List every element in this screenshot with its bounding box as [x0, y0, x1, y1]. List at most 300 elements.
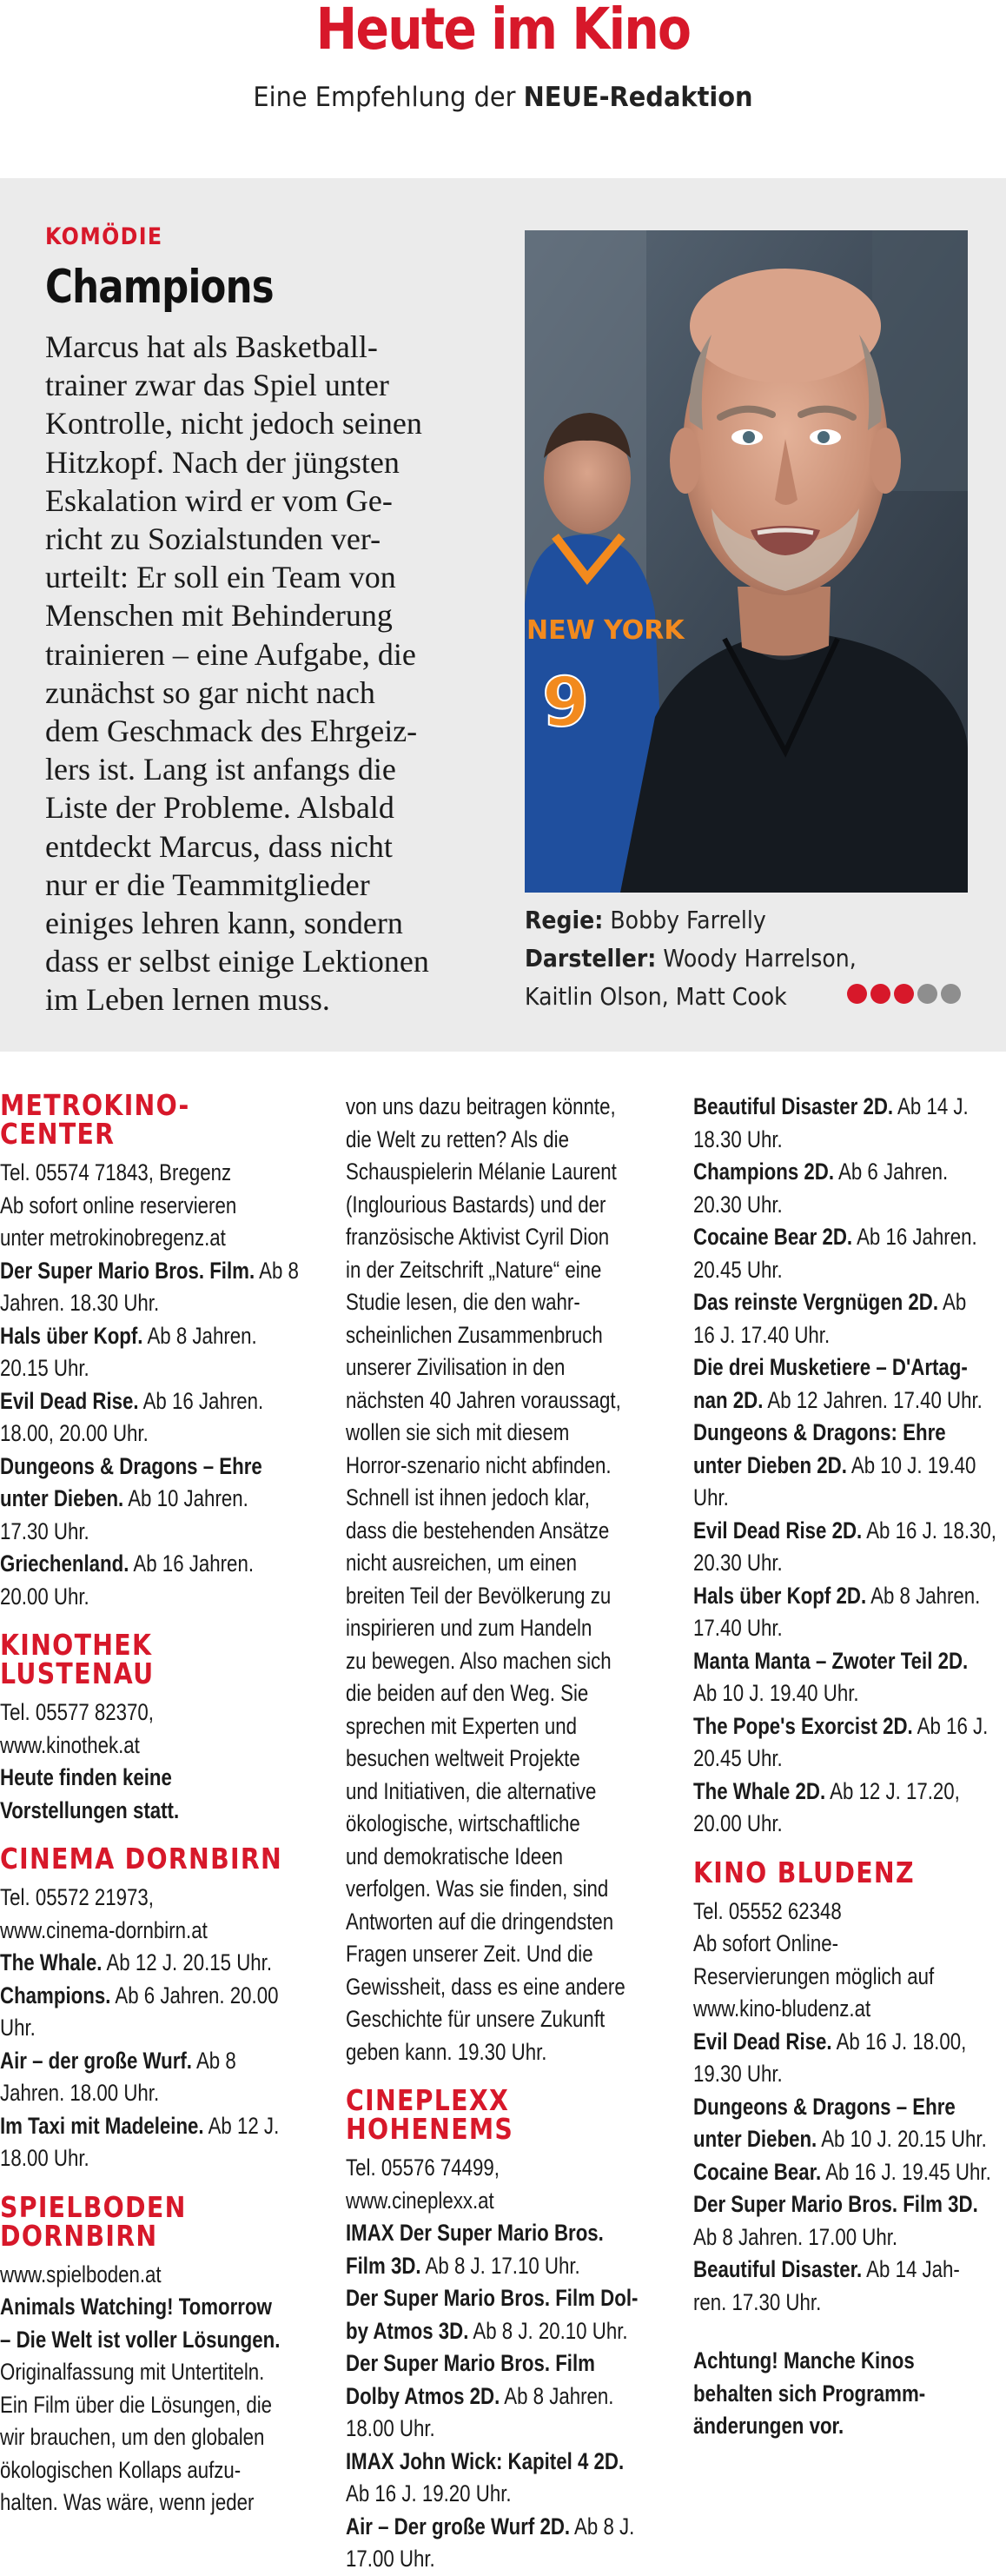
listing-text: Ab 16 J. [912, 1712, 989, 1739]
listing-line [346, 1189, 623, 1222]
listing-line [346, 1580, 623, 1613]
synopsis-line: zunächst so gar nicht nach [45, 674, 375, 710]
listing-text: nicht ausreichen, um einen [346, 1550, 578, 1576]
listing-line [0, 1548, 270, 1581]
listing-line [346, 1124, 623, 1157]
film-name: behalten sich Programm- [693, 2380, 926, 2407]
listing-line [0, 1915, 270, 1948]
listing-text: Ab 14 J. [893, 1093, 969, 1119]
listing-text: Ab 8 J. 20.10 Uhr. [468, 2317, 628, 2344]
listing-line [346, 2152, 623, 2185]
listing-text: Horror-szenario nicht abfinden. [346, 1451, 612, 1478]
film-name: Animals Watching! Tomorrow [0, 2294, 272, 2320]
listing-line [0, 1730, 270, 1763]
listing-text: die beiden auf den Weg. Sie [346, 1680, 589, 1706]
listing-text: geben kann. 19.30 Uhr. [346, 2038, 547, 2065]
listing-line [346, 2511, 635, 2544]
listing-line [693, 1417, 956, 1450]
listing-text: Ab 12 J. 17.20, [825, 1777, 960, 1804]
listing-line [693, 1928, 956, 1961]
film-name: Cocaine Bear. [693, 2158, 822, 2185]
film-name: Evil Dead Rise. [0, 1387, 139, 1414]
listing-line [346, 2185, 623, 2218]
listing-line [693, 2378, 956, 2411]
listing-text: Originalfassung mit Untertiteln. [0, 2359, 265, 2385]
listing-line [0, 1352, 270, 1385]
listing-text: 20.45 Uhr. [693, 1256, 783, 1283]
page-subtitle [36, 82, 971, 113]
film-name: The Pope's Exorcist 2D. [693, 1712, 913, 1739]
listing-text: Ab 12 Jahren. 17.40 Uhr. [763, 1386, 983, 1413]
film-name: Vorstellungen statt. [0, 1796, 180, 1823]
film-name: IMAX Der Super Mario Bros. [346, 2220, 604, 2246]
listing-text: 20.30 Uhr. [693, 1550, 783, 1576]
listing-text: www.kinothek.at [0, 1731, 140, 1758]
listing-line [0, 2259, 270, 2292]
cinema-heading: LUSTENAU [0, 1656, 155, 1690]
listing-text: Uhr. [693, 1484, 729, 1510]
listing-column-3 [693, 1091, 1006, 2443]
listing-text: Ab 8 Jahren. [500, 2382, 614, 2409]
listing-text: Ab 14 Jah- [862, 2256, 960, 2282]
listing-line [0, 2291, 270, 2324]
listing-text: Ab 8 J. [570, 2513, 635, 2539]
listing-line [0, 1762, 270, 1795]
film-name: Im Taxi mit Madeleine. [0, 2112, 204, 2139]
listing-line [346, 1156, 623, 1189]
listing-line [693, 1515, 996, 1548]
listing-line [0, 1483, 270, 1516]
listing-text: Ab 8 Jahren. 17.00 Uhr. [693, 2223, 898, 2250]
synopsis-line: dem Geschmack des Ehrgeiz- [45, 714, 418, 749]
listing-text: Gewissheit, dass es eine andere [346, 1973, 625, 2000]
listing-line [346, 1743, 623, 1776]
listing-text: Ab 16 J. 19.45 Uhr. [821, 2158, 991, 2185]
listing-line [0, 1320, 270, 1353]
cast-label: Darsteller: [525, 944, 657, 973]
film-name: The Whale. [0, 1949, 103, 1975]
film-name: IMAX John Wick: Kapitel 4 2D. [346, 2447, 625, 2474]
jersey-text: NEW YORK [526, 615, 685, 646]
listing-line [0, 1696, 270, 1730]
listing-line [346, 1482, 623, 1515]
listing-line [346, 1319, 623, 1352]
listing-line [346, 1938, 623, 1971]
listing-text: 17.00 Uhr. [346, 2546, 435, 2572]
listing-line [693, 1743, 956, 1776]
listing-text: Reservierungen möglich auf [693, 1962, 935, 1989]
director-name: Bobby Farrelly [610, 906, 766, 934]
listing-line [693, 2254, 960, 2287]
listing-line [346, 1971, 623, 2004]
cinema-heading: CINEMA DORNBIRN [0, 1842, 283, 1876]
listing-line [346, 1677, 623, 1710]
listing-line [693, 1645, 969, 1678]
feature-box [0, 178, 1006, 1052]
feature-synopsis [45, 328, 497, 1019]
film-name: Die drei Musketiere – D'Artag- [693, 1354, 968, 1380]
film-name: Dungeons & Dragons: Ehre [693, 1419, 946, 1445]
listing-text: Antworten auf die dringendsten [346, 1908, 614, 1935]
listing-text: halten. Was wäre, wenn jeder [0, 2489, 255, 2515]
listing-text: Ab 16 Jahren. [138, 1387, 264, 1414]
listing-line [346, 2250, 623, 2283]
listing-text: Ab 12 J. [203, 2112, 280, 2139]
cast-names-2: Kaitlin Olson, Matt Cook [525, 982, 787, 1011]
listing-text: unserer Zivilisation in den [346, 1354, 566, 1380]
listing-line [693, 1091, 969, 1124]
listing-line [693, 2345, 956, 2378]
listing-line [693, 1482, 956, 1515]
feature-film-title: Champions [45, 261, 274, 314]
synopsis-line: urteilt: Er soll ein Team von [45, 560, 396, 595]
listing-line [0, 1795, 270, 1828]
listing-line [346, 1384, 623, 1417]
listing-line [693, 1776, 960, 1809]
listing-line [693, 2026, 967, 2059]
film-name: The Whale 2D. [693, 1777, 826, 1804]
film-name: nan 2D. [693, 1386, 764, 1413]
listing-line [346, 1417, 623, 1450]
listing-text: Jahren. 18.00 Uhr. [0, 2080, 160, 2106]
film-name: Champions. [0, 1982, 111, 2008]
film-name: unter Dieben. [0, 1485, 124, 1511]
listing-line [0, 2421, 270, 2454]
listing-line [693, 1450, 976, 1483]
listing-line [346, 2413, 623, 2446]
film-name: Hals über Kopf. [0, 1322, 143, 1349]
listing-text: in der Zeitschrift „Nature“ eine [346, 1256, 602, 1283]
listing-line [346, 1645, 623, 1678]
film-still-photo [525, 230, 968, 893]
synopsis-line: einiges lehren kann, sondern [45, 906, 403, 941]
listing-line [693, 1895, 956, 1929]
listing-line [346, 1286, 623, 1319]
listing-text: Fragen unserer Zeit. Und die [346, 1941, 593, 1967]
listing-line [346, 1710, 623, 1743]
listing-text: Jahren. 18.30 Uhr. [0, 1290, 160, 1316]
listing-text: die Welt zu retten? Als die [346, 1125, 569, 1152]
film-name: Air – Der große Wurf 2D. [346, 2513, 571, 2539]
film-name: Air – der große Wurf. [0, 2047, 192, 2074]
film-name: Achtung! Manche Kinos [693, 2347, 915, 2374]
listing-text: breiten Teil der Bevölkerung zu [346, 1582, 612, 1609]
film-name: Hals über Kopf 2D. [693, 1582, 867, 1609]
listing-text: inspirieren und zum Handeln [346, 1615, 592, 1641]
listing-line [0, 2142, 270, 2175]
listing-line [0, 1980, 279, 2013]
listing-line [0, 1882, 270, 1915]
listing-text: Ab 8 Jahren. [866, 1582, 981, 1609]
listing-line [0, 2077, 270, 2110]
listing-text: unter metrokinobregenz.at [0, 1225, 226, 1251]
listing-line [693, 2091, 956, 2124]
listing-line [346, 2003, 623, 2036]
listing-line [346, 2036, 623, 2069]
page-header [0, 0, 1006, 174]
film-name: Das reinste Vergnügen 2D. [693, 1289, 939, 1315]
listing-line [693, 2287, 956, 2320]
synopsis-line: trainieren – eine Aufgabe, die [45, 636, 416, 672]
listing-line [693, 1319, 956, 1352]
listing-line [693, 1189, 956, 1222]
listing-text: Schnell ist ihnen jedoch klar, [346, 1484, 590, 1510]
rating-dot-empty [941, 984, 961, 1004]
listing-line [0, 1287, 270, 1320]
film-name: unter Dieben. [693, 2126, 817, 2152]
listing-text: besuchen weltweit Projekte [346, 1745, 580, 1771]
listing-text: und Initiativen, die alternative [346, 1777, 597, 1804]
film-name: Der Super Mario Bros. Film [346, 2350, 595, 2376]
synopsis-line: lers ist. Lang ist anfangs die [45, 752, 396, 787]
listing-line [0, 1417, 270, 1451]
listing-line [346, 2446, 623, 2479]
listing-line [693, 1156, 956, 1189]
listing-text: verfolgen. Was sie finden, sind [346, 1876, 609, 1902]
listing-line [0, 2012, 270, 2045]
listing-line [0, 1385, 270, 1418]
listing-line [346, 1873, 623, 1906]
film-name: Dungeons & Dragons – Ehre [0, 1452, 262, 1479]
listing-text: Ab 6 Jahren. [834, 1159, 949, 1185]
director-label: Regie: [525, 906, 604, 934]
film-name: Heute finden keine [0, 1764, 172, 1790]
listing-line [693, 1384, 983, 1417]
listing-text: wollen sie sich mit diesem [346, 1419, 570, 1445]
cinema-heading: CENTER [0, 1117, 116, 1151]
listing-line [346, 2347, 623, 2380]
listing-text: www.spielboden.at [0, 2261, 162, 2287]
listing-line [0, 1516, 270, 1549]
synopsis-line: entdeckt Marcus, dass nicht [45, 828, 393, 864]
synopsis-line: richt zu Sozialstunden ver- [45, 521, 381, 557]
film-name: änderungen vor. [693, 2413, 844, 2439]
film-name: Evil Dead Rise. [693, 2028, 832, 2055]
listing-text: dass die bestehenden Ansätze [346, 1517, 610, 1544]
listing-line [693, 1254, 956, 1287]
listing-line [0, 2486, 270, 2520]
listing-text: Ab 16 Jahren. [852, 1224, 977, 1250]
synopsis-line: trainer zwar das Spiel unter [45, 368, 389, 403]
listing-text: Ab 16 J. 18.30, [862, 1517, 996, 1544]
listing-text: 18.00 Uhr. [0, 2145, 89, 2171]
listing-line [693, 1677, 956, 1710]
listing-text: Tel. 05572 21973, [0, 1884, 155, 1910]
listing-line [346, 1254, 623, 1287]
listing-text: Ab 16 J. 19.20 Uhr. [346, 2480, 512, 2506]
listing-text: scheinlichen Zusammenbruch [346, 1321, 603, 1348]
listing-line [693, 1612, 956, 1645]
listing-line [693, 1808, 956, 1841]
listing-text: ren. 17.30 Uhr. [693, 2288, 822, 2315]
cinema-heading: KINOTHEK [0, 1628, 153, 1662]
listing-line [346, 1808, 623, 1841]
listing-text: Ab 8 Jahren. [142, 1322, 257, 1349]
listing-text: 18.00 Uhr. [346, 2415, 435, 2441]
listing-line [693, 1993, 956, 2026]
listing-line [0, 2389, 273, 2422]
listing-text: Ab 10 J. 19.40 Uhr. [693, 1680, 859, 1706]
film-name: by Atmos 3D. [346, 2317, 469, 2344]
listing-text: von uns dazu beitragen könnte, [346, 1093, 616, 1119]
listing-text: Ab [938, 1289, 967, 1315]
listing-text: wir brauchen, um den globalen [0, 2424, 265, 2450]
film-name: Griechenland. [0, 1550, 129, 1577]
listing-line [0, 1451, 270, 1484]
listing-text: sprechen mit Experten und [346, 1712, 578, 1739]
listing-text: Ab 8 [191, 2047, 236, 2074]
listing-line [346, 1450, 623, 1483]
listing-text: Tel. 05574 71843, Bregenz [0, 1159, 232, 1185]
listing-text: zu bewegen. Also machen sich [346, 1647, 612, 1674]
listing-line [346, 1906, 623, 1939]
listing-line [0, 2324, 281, 2357]
synopsis-line: Liste der Probleme. Alsbald [45, 790, 394, 826]
listing-text: 20.15 Uhr. [0, 1355, 89, 1381]
page-title: Heute im Kino [315, 0, 691, 63]
listing-text: französische Aktivist Cyril Dion [346, 1224, 610, 1250]
listing-text: 18.00, 20.00 Uhr. [0, 1420, 149, 1446]
rating-dot-filled [894, 984, 914, 1004]
cinema-heading: CINEPLEXX [346, 2083, 510, 2117]
listing-text: und demokratische Ideen [346, 1842, 563, 1869]
synopsis-line: Kontrolle, nicht jedoch seinen [45, 406, 422, 442]
listing-text: Ab 10 J. 20.15 Uhr. [817, 2126, 987, 2152]
listing-text: Ab 8 [255, 1257, 299, 1284]
cinema-heading: KINO BLUDENZ [693, 1855, 915, 1889]
listing-text: Schauspielerin Mélanie Laurent [346, 1159, 617, 1185]
listing-text: Ab 16 J. 18.00, [831, 2028, 967, 2055]
listing-line [693, 2221, 956, 2254]
synopsis-line: dass er selbst einige Lektionen [45, 944, 429, 979]
synopsis-line: Eskalation wird er vom Ge- [45, 482, 393, 518]
listing-text: Ab 6 Jahren. 20.00 [110, 1982, 279, 2008]
cinema-heading: SPIELBODEN [0, 2189, 187, 2224]
listing-text: 20.00 Uhr. [0, 1583, 89, 1610]
film-name: Dolby Atmos 2D. [346, 2382, 500, 2409]
listing-text: 20.45 Uhr. [693, 1745, 783, 1771]
listing-line [346, 1515, 623, 1548]
cinema-heading: METROKINO- [0, 1088, 190, 1122]
listing-text: 20.00 Uhr. [693, 1810, 783, 1836]
listing-line [0, 2454, 270, 2487]
listing-line [346, 2282, 639, 2315]
listing-text: 17.40 Uhr. [693, 1615, 783, 1641]
listing-text: 17.30 Uhr. [0, 1517, 89, 1544]
listing-text: (Inglourious Bastards) und der [346, 1191, 606, 1218]
film-name: Cocaine Bear 2D. [693, 1224, 853, 1250]
listing-line [346, 1612, 623, 1645]
synopsis-line: im Leben lernen muss. [45, 982, 330, 1018]
listing-line [346, 2315, 628, 2348]
listing-text: 16 J. 17.40 Uhr. [693, 1321, 831, 1348]
synopsis-line: Marcus hat als Basketball- [45, 329, 378, 364]
film-name: – Die Welt ist voller Lösungen. [0, 2326, 281, 2353]
film-name: Manta Manta – Zwoter Teil 2D. [693, 1647, 969, 1674]
cast-line [525, 939, 947, 978]
rating-dot-filled [870, 984, 890, 1004]
film-name: Der Super Mario Bros. Film Dol- [346, 2285, 639, 2311]
subtitle-prefix: Eine Empfehlung der [253, 82, 524, 113]
subtitle-brand: NEUE-Redaktion [523, 82, 753, 113]
rating-dot-empty [917, 984, 937, 1004]
rating-dot-filled [847, 984, 867, 1004]
listing-line [346, 2217, 623, 2250]
listing-text: Tel. 05576 74499, [346, 2154, 500, 2181]
listing-line [346, 1091, 623, 1124]
listing-text: Geschichte für unsere Zukunft [346, 2006, 606, 2032]
listing-text: www.cineplexx.at [346, 2187, 494, 2214]
cinema-heading: HOHENEMS [346, 2112, 514, 2146]
listing-text: 18.30 Uhr. [693, 1125, 783, 1152]
listing-text: 19.30 Uhr. [693, 2061, 783, 2087]
listing-line [693, 2058, 956, 2091]
synopsis-line: nur er die Teammitglieder [45, 866, 370, 902]
listing-line [346, 1776, 623, 1809]
listing-line [693, 1580, 981, 1613]
listing-line [693, 1351, 968, 1384]
listing-line [0, 1222, 270, 1255]
listing-line [0, 1190, 270, 1223]
synopsis-line: Menschen mit Behinderung [45, 598, 393, 634]
film-name: Der Super Mario Bros. Film. [0, 1257, 255, 1284]
listing-text: www.kino-bludenz.at [693, 1995, 871, 2022]
listing-text: www.cinema-dornbirn.at [0, 1916, 208, 1943]
listing-text: Studie lesen, die den wahr- [346, 1289, 580, 1315]
cast-names-1: Woody Harrelson, [663, 944, 857, 973]
jersey-number: 9 [542, 664, 590, 742]
listing-line [0, 1947, 273, 1980]
film-name: Beautiful Disaster. [693, 2256, 863, 2282]
listing-text: 20.30 Uhr. [693, 1191, 783, 1218]
film-name: Film 3D. [346, 2252, 421, 2279]
listing-line [0, 1255, 299, 1288]
listing-line [693, 1221, 977, 1254]
film-name: Champions 2D. [693, 1159, 835, 1185]
listing-line [346, 2543, 623, 2576]
listing-line [0, 2110, 280, 2143]
listing-text: Ab 10 J. 19.40 [846, 1451, 976, 1478]
listing-line [346, 1351, 623, 1384]
listing-text: Ein Film über die Lösungen, die [0, 2391, 273, 2418]
listing-text: Ab 12 J. 20.15 Uhr. [102, 1949, 273, 1975]
listing-line [346, 1221, 623, 1254]
cinema-heading: DORNBIRN [0, 2218, 158, 2253]
listing-line [346, 2380, 623, 2413]
listing-line [0, 2045, 270, 2078]
film-name: Evil Dead Rise 2D. [693, 1517, 863, 1544]
rating-dots [847, 984, 964, 1010]
listing-line [693, 2188, 978, 2221]
listing-text: Uhr. [0, 2015, 36, 2041]
listing-column-2 [346, 1091, 676, 2576]
listing-text: Ab sofort Online- [693, 1930, 839, 1956]
listing-text: Ab 8 J. 17.10 Uhr. [420, 2252, 580, 2279]
listing-line [0, 1157, 270, 1190]
listing-line [693, 2410, 956, 2443]
listing-text: Ab 16 Jahren. [129, 1550, 255, 1577]
listing-column-1 [0, 1088, 321, 2520]
listing-line [693, 1961, 956, 1994]
listing-text: Tel. 05577 82370, [0, 1699, 155, 1725]
film-name: Dungeons & Dragons – Ehre [693, 2093, 956, 2120]
listing-text: Ab 10 Jahren. [123, 1485, 248, 1511]
listing-text: nächsten 40 Jahren voraussagt, [346, 1386, 621, 1413]
film-name: Beautiful Disaster 2D. [693, 1093, 894, 1119]
listing-line [693, 1124, 956, 1157]
listing-line [693, 1547, 956, 1580]
listing-text: Ab sofort online reservieren [0, 1192, 237, 1218]
